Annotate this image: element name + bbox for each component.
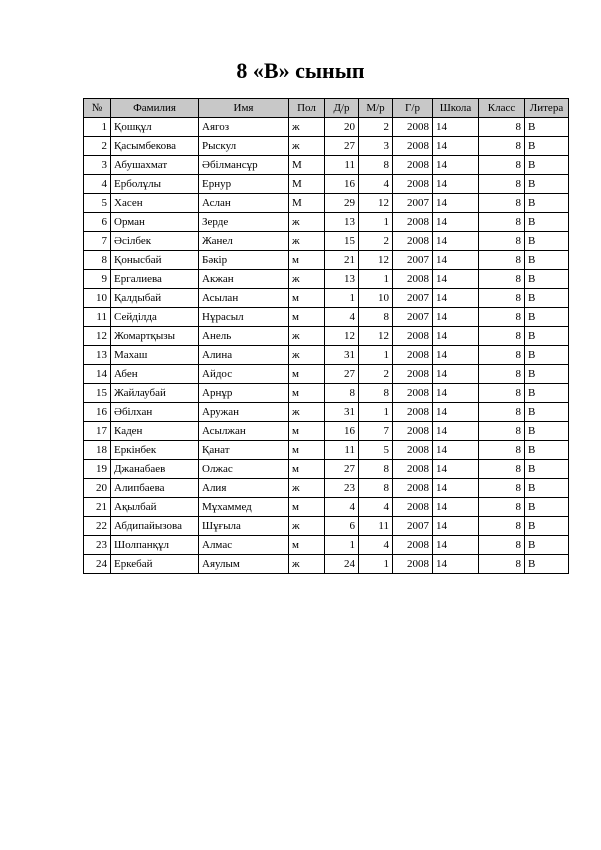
cell-birth-day: 16 [325, 175, 359, 194]
table-row [84, 346, 569, 365]
cell-birth-month: 2 [359, 118, 393, 137]
cell-number: 9 [84, 270, 111, 289]
col-header-birth-year: Г/р [393, 99, 433, 118]
cell-gender: м [289, 365, 325, 384]
cell-gender: м [289, 384, 325, 403]
cell-birth-year: 2008 [393, 441, 433, 460]
cell-school: 14 [433, 327, 479, 346]
cell-letter: В [525, 308, 569, 327]
cell-name: Анель [199, 327, 289, 346]
cell-gender: м [289, 422, 325, 441]
cell-gender: ж [289, 270, 325, 289]
table-row [84, 403, 569, 422]
cell-school: 14 [433, 251, 479, 270]
table-row [84, 251, 569, 270]
cell-birth-year: 2008 [393, 213, 433, 232]
page-title: 8 «В» сынып [236, 58, 365, 83]
cell-letter: В [525, 498, 569, 517]
cell-name: Зерде [199, 213, 289, 232]
cell-class: 8 [479, 479, 525, 498]
cell-birth-month: 12 [359, 327, 393, 346]
cell-birth-year: 2008 [393, 156, 433, 175]
cell-name: Әбілмансұр [199, 156, 289, 175]
cell-birth-day: 21 [325, 251, 359, 270]
cell-gender: М [289, 156, 325, 175]
cell-class: 8 [479, 137, 525, 156]
cell-class: 8 [479, 194, 525, 213]
cell-number: 13 [84, 346, 111, 365]
cell-name: Нұрасыл [199, 308, 289, 327]
cell-gender: м [289, 498, 325, 517]
cell-birth-month: 12 [359, 251, 393, 270]
cell-surname: Абен [111, 365, 199, 384]
cell-name: Ернур [199, 175, 289, 194]
cell-number: 22 [84, 517, 111, 536]
cell-birth-day: 16 [325, 422, 359, 441]
cell-letter: В [525, 137, 569, 156]
cell-name: Қанат [199, 441, 289, 460]
cell-name: Аслан [199, 194, 289, 213]
cell-number: 17 [84, 422, 111, 441]
cell-number: 15 [84, 384, 111, 403]
cell-birth-month: 2 [359, 232, 393, 251]
cell-birth-year: 2008 [393, 175, 433, 194]
cell-letter: В [525, 384, 569, 403]
cell-class: 8 [479, 308, 525, 327]
cell-gender: ж [289, 555, 325, 574]
table-row [84, 555, 569, 574]
cell-birth-month: 11 [359, 517, 393, 536]
cell-class: 8 [479, 118, 525, 137]
cell-name: Рыскул [199, 137, 289, 156]
cell-birth-year: 2008 [393, 232, 433, 251]
cell-school: 14 [433, 289, 479, 308]
cell-surname: Ерболұлы [111, 175, 199, 194]
cell-birth-year: 2008 [393, 536, 433, 555]
cell-name: Алмас [199, 536, 289, 555]
cell-class: 8 [479, 517, 525, 536]
cell-birth-month: 8 [359, 479, 393, 498]
table-row [84, 498, 569, 517]
cell-birth-month: 1 [359, 346, 393, 365]
cell-number: 19 [84, 460, 111, 479]
cell-name: Алия [199, 479, 289, 498]
cell-birth-year: 2008 [393, 327, 433, 346]
cell-gender: М [289, 175, 325, 194]
cell-name: Мұхаммед [199, 498, 289, 517]
cell-birth-month: 4 [359, 536, 393, 555]
cell-surname: Қонысбай [111, 251, 199, 270]
cell-birth-year: 2008 [393, 403, 433, 422]
cell-school: 14 [433, 213, 479, 232]
cell-birth-month: 8 [359, 156, 393, 175]
cell-number: 16 [84, 403, 111, 422]
cell-school: 14 [433, 460, 479, 479]
table-row [84, 194, 569, 213]
cell-number: 5 [84, 194, 111, 213]
cell-surname: Орман [111, 213, 199, 232]
student-table [83, 98, 569, 574]
table-row [84, 232, 569, 251]
cell-birth-day: 27 [325, 137, 359, 156]
cell-name: Акжан [199, 270, 289, 289]
cell-birth-month: 4 [359, 498, 393, 517]
cell-birth-month: 1 [359, 403, 393, 422]
cell-school: 14 [433, 403, 479, 422]
cell-surname: Сейділда [111, 308, 199, 327]
cell-name: Айдос [199, 365, 289, 384]
cell-gender: ж [289, 137, 325, 156]
cell-surname: Ақылбай [111, 498, 199, 517]
cell-school: 14 [433, 232, 479, 251]
cell-number: 2 [84, 137, 111, 156]
cell-class: 8 [479, 441, 525, 460]
cell-letter: В [525, 441, 569, 460]
cell-gender: ж [289, 213, 325, 232]
cell-number: 1 [84, 118, 111, 137]
cell-birth-year: 2008 [393, 118, 433, 137]
cell-number: 3 [84, 156, 111, 175]
table-row [84, 479, 569, 498]
cell-birth-day: 4 [325, 498, 359, 517]
cell-birth-day: 31 [325, 403, 359, 422]
table-row [84, 175, 569, 194]
cell-gender: м [289, 308, 325, 327]
cell-birth-month: 8 [359, 308, 393, 327]
cell-letter: В [525, 460, 569, 479]
cell-birth-month: 4 [359, 175, 393, 194]
cell-gender: ж [289, 346, 325, 365]
table-row [84, 384, 569, 403]
cell-birth-day: 13 [325, 270, 359, 289]
cell-school: 14 [433, 346, 479, 365]
cell-class: 8 [479, 403, 525, 422]
table-row [84, 156, 569, 175]
cell-letter: В [525, 517, 569, 536]
cell-birth-day: 6 [325, 517, 359, 536]
cell-letter: В [525, 479, 569, 498]
cell-surname: Еркінбек [111, 441, 199, 460]
cell-class: 8 [479, 498, 525, 517]
cell-surname: Жайлаубай [111, 384, 199, 403]
col-header-birth-day: Д/р [325, 99, 359, 118]
cell-birth-day: 27 [325, 460, 359, 479]
col-header-letter: Литера [525, 99, 569, 118]
cell-school: 14 [433, 498, 479, 517]
cell-name: Жанел [199, 232, 289, 251]
cell-birth-day: 1 [325, 536, 359, 555]
cell-gender: ж [289, 118, 325, 137]
cell-gender: ж [289, 232, 325, 251]
cell-letter: В [525, 270, 569, 289]
cell-birth-day: 11 [325, 156, 359, 175]
cell-birth-year: 2008 [393, 479, 433, 498]
cell-letter: В [525, 213, 569, 232]
cell-school: 14 [433, 118, 479, 137]
table-row [84, 289, 569, 308]
cell-birth-day: 15 [325, 232, 359, 251]
cell-class: 8 [479, 460, 525, 479]
cell-number: 4 [84, 175, 111, 194]
cell-surname: Әсілбек [111, 232, 199, 251]
cell-letter: В [525, 422, 569, 441]
cell-surname: Алипбаева [111, 479, 199, 498]
cell-surname: Абушахмат [111, 156, 199, 175]
cell-school: 14 [433, 479, 479, 498]
cell-birth-month: 1 [359, 213, 393, 232]
cell-school: 14 [433, 270, 479, 289]
cell-surname: Қалдыбай [111, 289, 199, 308]
cell-class: 8 [479, 232, 525, 251]
table-row [84, 137, 569, 156]
cell-school: 14 [433, 365, 479, 384]
cell-surname: Ергалиева [111, 270, 199, 289]
cell-name: Бәкір [199, 251, 289, 270]
cell-birth-month: 1 [359, 270, 393, 289]
cell-gender: м [289, 536, 325, 555]
cell-birth-year: 2008 [393, 498, 433, 517]
cell-letter: В [525, 175, 569, 194]
cell-surname: Жомартқызы [111, 327, 199, 346]
cell-birth-day: 11 [325, 441, 359, 460]
cell-birth-day: 27 [325, 365, 359, 384]
col-header-name: Имя [199, 99, 289, 118]
cell-class: 8 [479, 422, 525, 441]
table-header-row [84, 99, 569, 118]
cell-number: 8 [84, 251, 111, 270]
cell-birth-month: 5 [359, 441, 393, 460]
cell-gender: м [289, 441, 325, 460]
cell-gender: м [289, 289, 325, 308]
cell-school: 14 [433, 194, 479, 213]
cell-class: 8 [479, 289, 525, 308]
cell-name: Асылан [199, 289, 289, 308]
cell-birth-month: 8 [359, 384, 393, 403]
cell-class: 8 [479, 156, 525, 175]
cell-letter: В [525, 289, 569, 308]
cell-birth-year: 2008 [393, 137, 433, 156]
cell-school: 14 [433, 555, 479, 574]
table-row [84, 517, 569, 536]
col-header-class: Класс [479, 99, 525, 118]
cell-class: 8 [479, 555, 525, 574]
cell-letter: В [525, 365, 569, 384]
col-header-birth-month: М/р [359, 99, 393, 118]
table-row [84, 270, 569, 289]
cell-school: 14 [433, 156, 479, 175]
cell-birth-day: 31 [325, 346, 359, 365]
cell-surname: Каден [111, 422, 199, 441]
cell-number: 24 [84, 555, 111, 574]
cell-surname: Махаш [111, 346, 199, 365]
cell-school: 14 [433, 384, 479, 403]
cell-number: 12 [84, 327, 111, 346]
table-row [84, 422, 569, 441]
table-row [84, 536, 569, 555]
cell-letter: В [525, 251, 569, 270]
col-header-surname: Фамилия [111, 99, 199, 118]
cell-birth-day: 1 [325, 289, 359, 308]
cell-number: 6 [84, 213, 111, 232]
cell-birth-year: 2008 [393, 422, 433, 441]
cell-name: Олжас [199, 460, 289, 479]
cell-birth-month: 1 [359, 555, 393, 574]
cell-birth-day: 8 [325, 384, 359, 403]
cell-name: Арнұр [199, 384, 289, 403]
cell-school: 14 [433, 308, 479, 327]
cell-name: Аружан [199, 403, 289, 422]
cell-birth-month: 10 [359, 289, 393, 308]
cell-birth-year: 2008 [393, 384, 433, 403]
cell-letter: В [525, 194, 569, 213]
cell-birth-month: 8 [359, 460, 393, 479]
cell-gender: ж [289, 403, 325, 422]
cell-birth-year: 2008 [393, 460, 433, 479]
cell-name: Аягоз [199, 118, 289, 137]
cell-gender: ж [289, 517, 325, 536]
cell-class: 8 [479, 346, 525, 365]
cell-school: 14 [433, 517, 479, 536]
cell-class: 8 [479, 365, 525, 384]
cell-school: 14 [433, 175, 479, 194]
col-header-school: Школа [433, 99, 479, 118]
cell-class: 8 [479, 213, 525, 232]
cell-class: 8 [479, 251, 525, 270]
cell-birth-day: 29 [325, 194, 359, 213]
cell-birth-year: 2007 [393, 194, 433, 213]
cell-letter: В [525, 232, 569, 251]
cell-birth-month: 12 [359, 194, 393, 213]
cell-surname: Қасымбекова [111, 137, 199, 156]
cell-surname: Абдипайызова [111, 517, 199, 536]
cell-letter: В [525, 327, 569, 346]
cell-number: 14 [84, 365, 111, 384]
cell-name: Аяулым [199, 555, 289, 574]
cell-surname: Джанабаев [111, 460, 199, 479]
cell-gender: ж [289, 479, 325, 498]
cell-birth-day: 13 [325, 213, 359, 232]
cell-name: Алина [199, 346, 289, 365]
cell-gender: ж [289, 327, 325, 346]
cell-birth-day: 20 [325, 118, 359, 137]
cell-number: 21 [84, 498, 111, 517]
table-row [84, 213, 569, 232]
table-row [84, 365, 569, 384]
cell-birth-year: 2008 [393, 346, 433, 365]
table-row [84, 441, 569, 460]
cell-number: 18 [84, 441, 111, 460]
cell-birth-day: 12 [325, 327, 359, 346]
table-row [84, 327, 569, 346]
cell-birth-year: 2008 [393, 555, 433, 574]
cell-class: 8 [479, 175, 525, 194]
cell-birth-day: 4 [325, 308, 359, 327]
cell-birth-day: 24 [325, 555, 359, 574]
cell-letter: В [525, 156, 569, 175]
table-row [84, 308, 569, 327]
cell-class: 8 [479, 270, 525, 289]
cell-number: 20 [84, 479, 111, 498]
col-header-gender: Пол [289, 99, 325, 118]
cell-school: 14 [433, 422, 479, 441]
cell-class: 8 [479, 384, 525, 403]
cell-number: 11 [84, 308, 111, 327]
cell-birth-month: 2 [359, 365, 393, 384]
cell-birth-day: 23 [325, 479, 359, 498]
cell-birth-year: 2007 [393, 289, 433, 308]
cell-letter: В [525, 346, 569, 365]
cell-birth-month: 3 [359, 137, 393, 156]
cell-letter: В [525, 555, 569, 574]
cell-birth-month: 7 [359, 422, 393, 441]
cell-birth-year: 2007 [393, 517, 433, 536]
cell-surname: Әбілхан [111, 403, 199, 422]
cell-class: 8 [479, 327, 525, 346]
col-header-number: № [84, 99, 111, 118]
cell-surname: Шолпанқұл [111, 536, 199, 555]
cell-school: 14 [433, 137, 479, 156]
cell-name: Асылжан [199, 422, 289, 441]
cell-birth-year: 2008 [393, 365, 433, 384]
cell-birth-year: 2007 [393, 308, 433, 327]
cell-class: 8 [479, 536, 525, 555]
cell-gender: М [289, 194, 325, 213]
cell-gender: м [289, 251, 325, 270]
cell-birth-year: 2008 [393, 270, 433, 289]
cell-letter: В [525, 536, 569, 555]
table-row [84, 460, 569, 479]
cell-school: 14 [433, 441, 479, 460]
cell-birth-year: 2007 [393, 251, 433, 270]
cell-surname: Қошқұл [111, 118, 199, 137]
table-row [84, 118, 569, 137]
cell-number: 7 [84, 232, 111, 251]
cell-name: Шұғыла [199, 517, 289, 536]
cell-number: 10 [84, 289, 111, 308]
cell-letter: В [525, 403, 569, 422]
cell-surname: Хасен [111, 194, 199, 213]
cell-school: 14 [433, 536, 479, 555]
cell-gender: м [289, 460, 325, 479]
cell-surname: Еркебай [111, 555, 199, 574]
cell-letter: В [525, 118, 569, 137]
cell-number: 23 [84, 536, 111, 555]
